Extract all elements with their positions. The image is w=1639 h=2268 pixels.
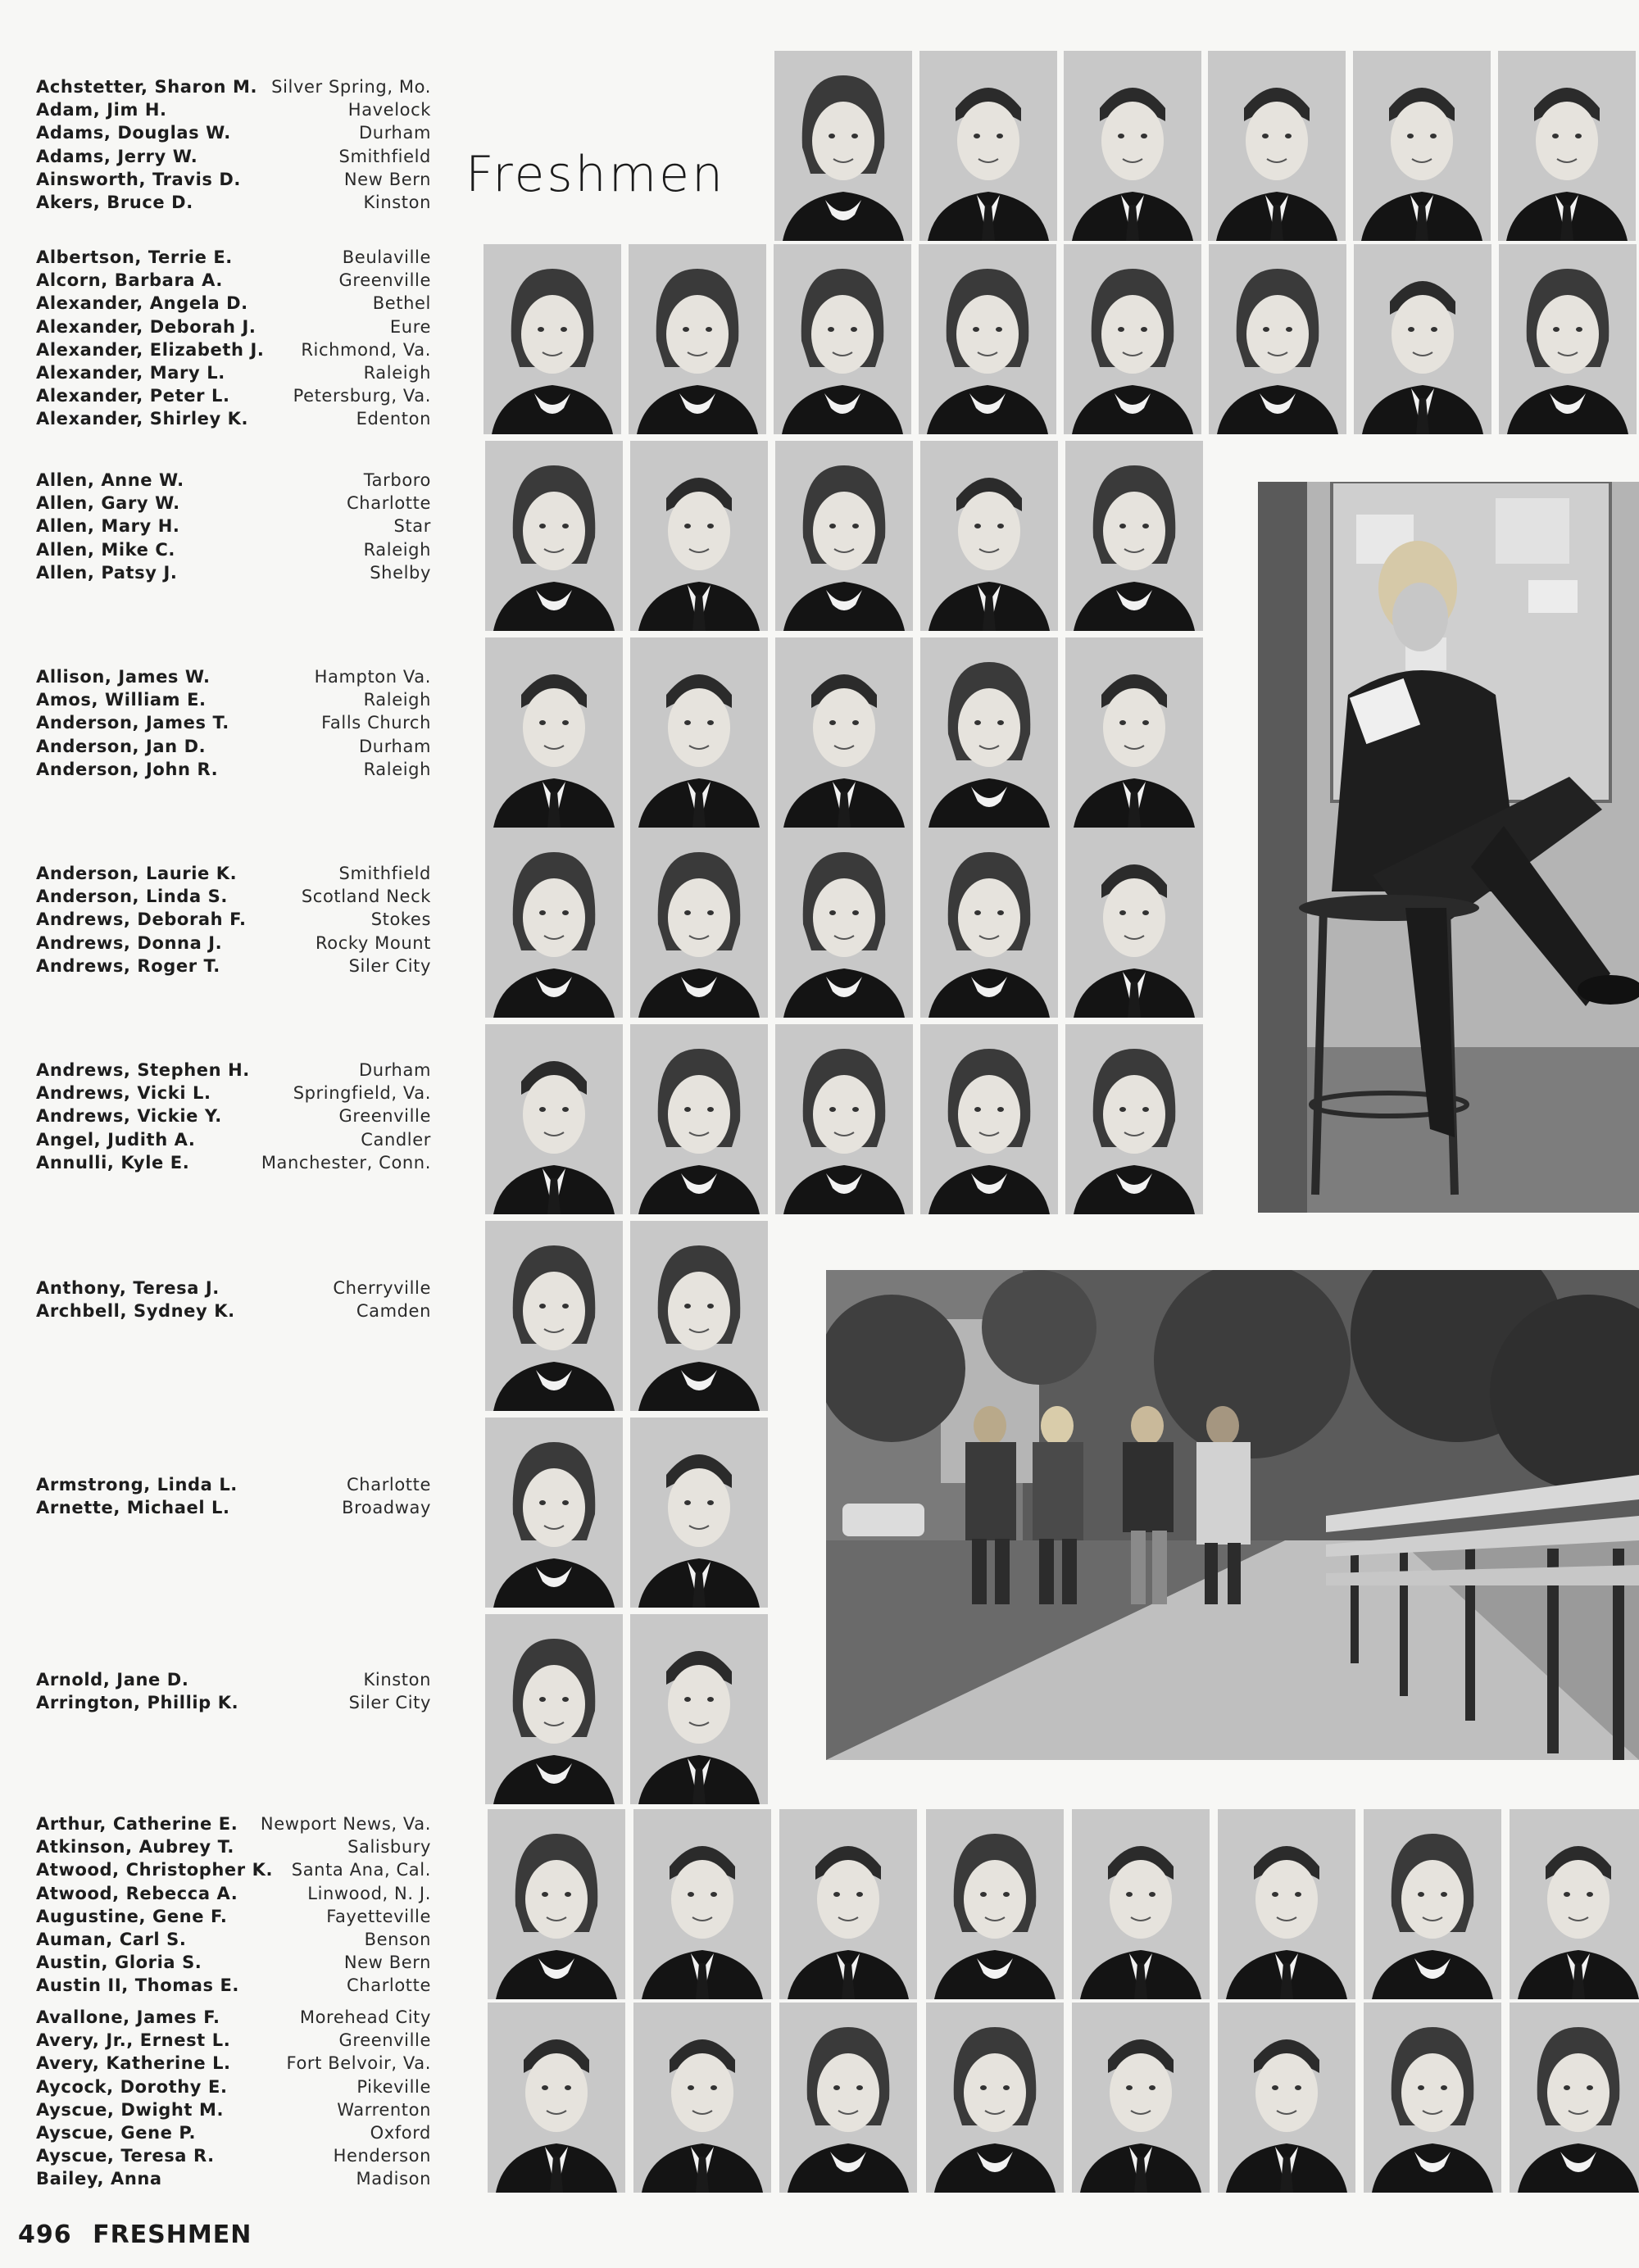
student-hometown: Silver Spring, Mo.: [271, 77, 431, 97]
student-hometown: Siler City: [348, 1693, 431, 1713]
student-name: Auman, Carl S.: [36, 1930, 187, 1950]
student-hometown: Siler City: [348, 955, 431, 976]
student-name: Anderson, John R.: [36, 759, 219, 779]
student-portrait: [1065, 637, 1203, 828]
student-hometown: Madison: [356, 2169, 431, 2189]
student-entry: [36, 538, 431, 561]
student-entry: [36, 145, 431, 168]
student-portrait: [1364, 2003, 1501, 2193]
student-hometown: Henderson: [333, 2146, 431, 2166]
student-entry: [36, 1105, 431, 1127]
student-name: Allen, Mike C.: [36, 539, 175, 560]
name-group: [36, 665, 431, 781]
student-hometown: Hampton Va.: [314, 667, 431, 687]
student-entry: [36, 2144, 431, 2167]
student-hometown: Richmond, Va.: [301, 339, 431, 360]
student-hometown: Star: [393, 516, 431, 537]
student-hometown: Benson: [364, 1930, 431, 1950]
student-portrait: [485, 1024, 623, 1214]
student-name: Arrington, Phillip K.: [36, 1693, 239, 1713]
student-name: Amos, William E.: [36, 690, 207, 710]
student-portrait: [1510, 2003, 1639, 2193]
student-hometown: Edenton: [356, 409, 431, 429]
student-name: Andrews, Roger T.: [36, 955, 220, 976]
student-name: Anderson, Jan D.: [36, 736, 207, 756]
student-name: Allison, James W.: [36, 667, 211, 687]
student-portrait: [1064, 244, 1201, 434]
student-portrait: [484, 244, 621, 434]
student-hometown: Charlotte: [347, 493, 431, 514]
student-hometown: Charlotte: [347, 1475, 431, 1495]
name-group: [36, 1668, 431, 1714]
student-portrait: [630, 441, 768, 631]
student-portrait: [633, 2003, 771, 2193]
candid-photo-walking-students: [826, 1270, 1639, 1760]
student-hometown: Fayetteville: [326, 1906, 431, 1926]
student-portrait: [1065, 441, 1203, 631]
student-entry: [36, 1928, 431, 1951]
student-entry: [36, 908, 431, 931]
student-hometown: New Bern: [343, 169, 431, 189]
student-hometown: Fort Belvoir, Va.: [286, 2053, 431, 2074]
student-name: Annulli, Kyle E.: [36, 1152, 190, 1173]
student-entry: [36, 492, 431, 515]
student-portrait: [630, 1024, 768, 1214]
student-portrait: [1499, 244, 1637, 434]
student-name: Anthony, Teresa J.: [36, 1278, 220, 1298]
student-portrait: [920, 637, 1058, 828]
student-name: Adams, Jerry W.: [36, 146, 198, 166]
student-entry: [36, 469, 431, 492]
student-hometown: Candler: [361, 1129, 431, 1150]
student-entry: [36, 191, 431, 214]
student-name: Avallone, James F.: [36, 2007, 220, 2027]
student-name: Arnette, Michael L.: [36, 1498, 230, 1518]
student-name: Adams, Douglas W.: [36, 123, 231, 143]
student-entry: [36, 1812, 431, 1835]
student-name: Angel, Judith A.: [36, 1129, 196, 1150]
student-name: Ainsworth, Travis D.: [36, 169, 242, 189]
student-portrait: [1498, 51, 1636, 241]
student-hometown: Smithfield: [338, 146, 431, 166]
student-name: Alexander, Elizabeth J.: [36, 339, 265, 360]
student-portrait: [775, 828, 913, 1018]
student-name: Alexander, Angela D.: [36, 293, 248, 314]
name-group: [36, 469, 431, 584]
student-hometown: Oxford: [370, 2123, 431, 2143]
student-entry: [36, 2121, 431, 2144]
student-hometown: Cherryville: [333, 1278, 431, 1298]
student-portrait: [630, 1221, 768, 1411]
student-entry: [36, 1974, 431, 1997]
student-entry: [36, 2006, 431, 2029]
student-entry: [36, 2098, 431, 2121]
student-name: Atwood, Christopher K.: [36, 1860, 274, 1880]
student-name: Andrews, Vicki L.: [36, 1083, 211, 1104]
student-portrait: [919, 244, 1056, 434]
student-entry: [36, 561, 431, 584]
page-number: 496: [18, 2220, 72, 2249]
student-name: Anderson, Linda S.: [36, 887, 228, 907]
student-name: Atwood, Rebecca A.: [36, 1883, 238, 1903]
student-entry: [36, 269, 431, 292]
student-portrait: [920, 828, 1058, 1018]
student-portrait: [926, 1809, 1064, 1999]
student-name: Alexander, Mary L.: [36, 363, 225, 383]
student-name: Andrews, Stephen H.: [36, 1060, 250, 1080]
student-entry: [36, 338, 431, 361]
student-portrait: [1065, 1024, 1203, 1214]
student-entry: [36, 1835, 431, 1858]
student-name: Ayscue, Dwight M.: [36, 2099, 225, 2120]
student-hometown: Manchester, Conn.: [261, 1152, 431, 1173]
student-name: Alexander, Deborah J.: [36, 316, 257, 337]
student-name: Albertson, Terrie E.: [36, 247, 233, 267]
student-entry: [36, 1151, 431, 1174]
student-name: Arnold, Jane D.: [36, 1670, 189, 1690]
student-entry: [36, 292, 431, 315]
student-portrait: [919, 51, 1057, 241]
student-entry: [36, 688, 431, 711]
student-name: Arthur, Catherine E.: [36, 1814, 238, 1834]
student-hometown: Linwood, N. J.: [307, 1883, 431, 1903]
student-portrait: [1354, 244, 1491, 434]
student-portrait: [779, 2003, 917, 2193]
student-hometown: Charlotte: [347, 1975, 431, 1996]
student-name: Alexander, Shirley K.: [36, 409, 249, 429]
student-entry: [36, 2052, 431, 2075]
student-hometown: Smithfield: [338, 864, 431, 883]
student-portrait: [1065, 828, 1203, 1018]
student-name: Avery, Jr., Ernest L.: [36, 2030, 231, 2051]
student-portrait: [774, 51, 912, 241]
student-portrait: [926, 2003, 1064, 2193]
student-entry: [36, 384, 431, 407]
student-hometown: Greenville: [338, 2030, 431, 2051]
name-group: [36, 1277, 431, 1322]
student-hometown: Newport News, Va.: [260, 1814, 431, 1834]
student-entry: [36, 1059, 431, 1082]
student-hometown: Raleigh: [363, 539, 431, 560]
student-name: Allen, Anne W.: [36, 470, 184, 490]
student-name: Aycock, Dorothy E.: [36, 2076, 228, 2097]
student-hometown: Beulaville: [342, 247, 431, 267]
student-name: Andrews, Vickie Y.: [36, 1106, 222, 1127]
student-entry: [36, 735, 431, 758]
student-entry: [36, 1668, 431, 1691]
student-portrait: [774, 244, 911, 434]
name-group: [36, 1059, 431, 1174]
student-entry: [36, 1691, 431, 1714]
student-portrait: [485, 828, 623, 1018]
student-hometown: Greenville: [338, 1106, 431, 1127]
student-hometown: Durham: [359, 1060, 431, 1080]
name-group: [36, 862, 431, 978]
student-hometown: Durham: [359, 736, 431, 756]
section-label: FRESHMEN: [93, 2220, 252, 2249]
page-footer: [18, 2220, 252, 2249]
student-hometown: Greenville: [338, 270, 431, 291]
student-portrait: [1218, 2003, 1355, 2193]
student-portrait: [630, 828, 768, 1018]
student-name: Anderson, James T.: [36, 713, 229, 733]
student-name: Austin, Gloria S.: [36, 1953, 202, 1973]
student-entry: [36, 1951, 431, 1974]
student-entry: [36, 932, 431, 955]
student-entry: [36, 1882, 431, 1905]
student-portrait: [779, 1809, 917, 1999]
student-hometown: Salisbury: [347, 1837, 431, 1857]
student-portrait: [630, 1418, 768, 1608]
student-entry: [36, 2075, 431, 2098]
candid-reading-svg: [1258, 482, 1639, 1213]
student-name: Allen, Mary H.: [36, 516, 180, 537]
student-hometown: Raleigh: [363, 363, 431, 383]
student-portrait: [630, 637, 768, 828]
student-entry: [36, 1496, 431, 1519]
student-entry: [36, 1858, 431, 1881]
student-portrait: [775, 637, 913, 828]
student-hometown: Durham: [359, 123, 431, 143]
student-entry: [36, 515, 431, 538]
student-portrait: [775, 1024, 913, 1214]
student-hometown: Havelock: [347, 100, 431, 120]
student-entry: [36, 2167, 431, 2190]
student-hometown: Broadway: [342, 1498, 431, 1518]
student-portrait: [488, 1809, 625, 1999]
student-portrait: [920, 441, 1058, 631]
student-entry: [36, 246, 431, 269]
student-portrait: [920, 1024, 1058, 1214]
student-entry: [36, 1300, 431, 1322]
student-portrait: [1510, 1809, 1639, 1999]
student-hometown: Santa Ana, Cal.: [291, 1860, 431, 1880]
student-portrait: [629, 244, 766, 434]
page-title: Freshmen: [465, 146, 726, 203]
student-portrait: [485, 1418, 623, 1608]
student-portrait: [633, 1809, 771, 1999]
student-entry: [36, 885, 431, 908]
student-name: Anderson, Laurie K.: [36, 864, 238, 883]
student-entry: [36, 315, 431, 338]
student-portrait: [1218, 1809, 1355, 1999]
student-hometown: Warrenton: [337, 2099, 431, 2120]
student-entry: [36, 862, 431, 885]
student-hometown: Rocky Mount: [316, 932, 431, 953]
student-entry: [36, 407, 431, 430]
student-entry: [36, 1277, 431, 1300]
student-portrait: [1072, 1809, 1210, 1999]
student-hometown: Raleigh: [363, 759, 431, 779]
student-entry: [36, 361, 431, 384]
student-entry: [36, 98, 431, 121]
student-entry: [36, 1082, 431, 1105]
student-hometown: Tarboro: [363, 470, 431, 490]
student-name: Ayscue, Teresa R.: [36, 2146, 215, 2166]
student-hometown: Falls Church: [321, 713, 431, 733]
student-hometown: Raleigh: [363, 690, 431, 710]
student-name: Andrews, Donna J.: [36, 932, 223, 953]
student-portrait: [630, 1614, 768, 1804]
candid-walking-svg: [826, 1270, 1639, 1760]
name-group: [36, 2006, 431, 2191]
student-entry: [36, 2029, 431, 2052]
student-name: Alexander, Peter L.: [36, 386, 230, 406]
student-entry: [36, 665, 431, 688]
student-name: Bailey, Anna: [36, 2169, 162, 2189]
student-portrait: [488, 2003, 625, 2193]
student-entry: [36, 758, 431, 781]
student-portrait: [775, 441, 913, 631]
student-hometown: Shelby: [370, 562, 431, 583]
student-entry: [36, 1905, 431, 1928]
student-name: Achstetter, Sharon M.: [36, 77, 258, 97]
student-portrait: [485, 1221, 623, 1411]
student-portrait: [485, 637, 623, 828]
student-hometown: Kinston: [363, 193, 431, 213]
student-entry: [36, 711, 431, 734]
student-name: Andrews, Deborah F.: [36, 909, 247, 930]
student-hometown: Camden: [356, 1301, 431, 1322]
student-name: Austin II, Thomas E.: [36, 1975, 240, 1996]
student-name: Akers, Bruce D.: [36, 193, 193, 213]
student-hometown: Petersburg, Va.: [293, 386, 431, 406]
student-name: Atkinson, Aubrey T.: [36, 1837, 234, 1857]
name-group: [36, 1473, 431, 1519]
name-group: [36, 1812, 431, 1998]
student-entry: [36, 1473, 431, 1496]
student-name: Armstrong, Linda L.: [36, 1475, 238, 1495]
student-name: Ayscue, Gene P.: [36, 2123, 197, 2143]
student-portrait: [1209, 244, 1346, 434]
student-hometown: Pikeville: [356, 2076, 431, 2097]
student-hometown: Bethel: [372, 293, 431, 314]
student-portrait: [485, 441, 623, 631]
student-hometown: Morehead City: [299, 2007, 431, 2027]
student-name: Avery, Katherine L.: [36, 2053, 231, 2074]
student-entry: [36, 168, 431, 191]
student-hometown: Stokes: [370, 909, 431, 930]
student-portrait: [1064, 51, 1201, 241]
student-hometown: Eure: [389, 316, 431, 337]
student-hometown: Scotland Neck: [301, 887, 431, 907]
name-group: [36, 246, 431, 431]
student-portrait: [485, 1614, 623, 1804]
student-entry: [36, 121, 431, 144]
student-portrait: [1364, 1809, 1501, 1999]
student-hometown: Springfield, Va.: [293, 1083, 431, 1104]
student-hometown: Kinston: [363, 1670, 431, 1690]
student-name: Adam, Jim H.: [36, 100, 167, 120]
candid-photo-reading-student: [1258, 482, 1639, 1213]
student-entry: [36, 1128, 431, 1151]
student-name: Alcorn, Barbara A.: [36, 270, 223, 291]
student-name: Augustine, Gene F.: [36, 1906, 228, 1926]
student-name: Allen, Gary W.: [36, 493, 180, 514]
student-hometown: New Bern: [343, 1953, 431, 1973]
student-entry: [36, 75, 431, 98]
student-portrait: [1208, 51, 1346, 241]
student-name: Archbell, Sydney K.: [36, 1301, 235, 1322]
student-entry: [36, 955, 431, 978]
name-group: [36, 75, 431, 214]
student-name: Allen, Patsy J.: [36, 562, 178, 583]
student-portrait: [1072, 2003, 1210, 2193]
student-portrait: [1353, 51, 1491, 241]
